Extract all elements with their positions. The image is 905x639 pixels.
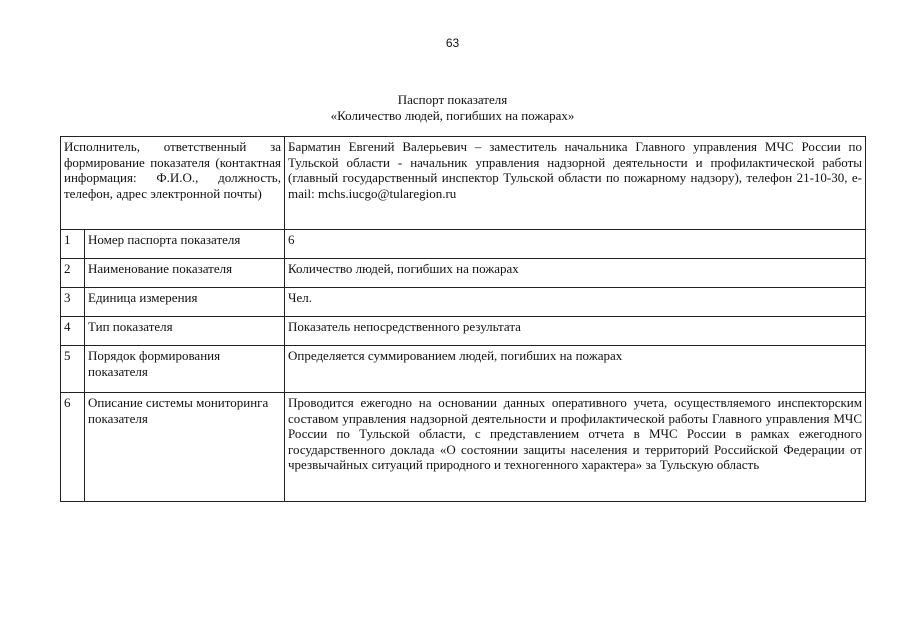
executor-value: Барматин Евгений Валерьевич – заместитель начальника Главного управления МЧС России по Тульской области - начальник управления надзорной деятельности и профилактической работы (главный государственный инспектор Тульской области по пожарному надзору), телефон 21-10-30, e-mail: mchs.iucgo@tularegion.ru [285,137,866,230]
row-number: 5 [61,346,85,393]
table-row [61,317,866,346]
row-label: Номер паспорта показателя [85,230,285,259]
row-number: 3 [61,288,85,317]
row-number: 1 [61,230,85,259]
row-value: Показатель непосредственного результата [285,317,866,346]
row-value: Количество людей, погибших на пожарах [285,259,866,288]
table-row [61,288,866,317]
title-line-1: Паспорт показателя [397,92,508,107]
table-row [61,393,866,502]
row-label: Описание системы мониторинга показателя [85,393,285,502]
executor-label: Исполнитель, ответственный за формирование показателя (контактная информация: Ф.И.О., должность, телефон, адрес электронной почты) [61,137,285,230]
row-number: 6 [61,393,85,502]
row-number: 4 [61,317,85,346]
row-value: Чел. [285,288,866,317]
row-value: 6 [285,230,866,259]
document-title [0,92,905,124]
row-label: Единица измерения [85,288,285,317]
row-value: Проводится ежегодно на основании данных оперативного учета, осуществляемого инспекторским составом управления надзорной деятельности и профилактической работы Главного управления МЧС России по Тульской области, с представлением отчета в МЧС России в рамках ежегодного государственного доклада «О состоянии защиты населения и территорий Российской Федерации от чрезвычайных ситуаций природного и техногенного характера» за Тульскую область [285,393,866,502]
table-row [61,259,866,288]
page-number: 63 [445,36,460,50]
row-number: 2 [61,259,85,288]
table-row [61,346,866,393]
row-value: Определяется суммированием людей, погибших на пожарах [285,346,866,393]
passport-table [60,136,866,502]
row-label: Порядок формирования показателя [85,346,285,393]
title-line-2: «Количество людей, погибших на пожарах» [330,108,575,123]
table-row-executor [61,137,866,230]
row-label: Наименование показателя [85,259,285,288]
table-row [61,230,866,259]
row-label: Тип показателя [85,317,285,346]
